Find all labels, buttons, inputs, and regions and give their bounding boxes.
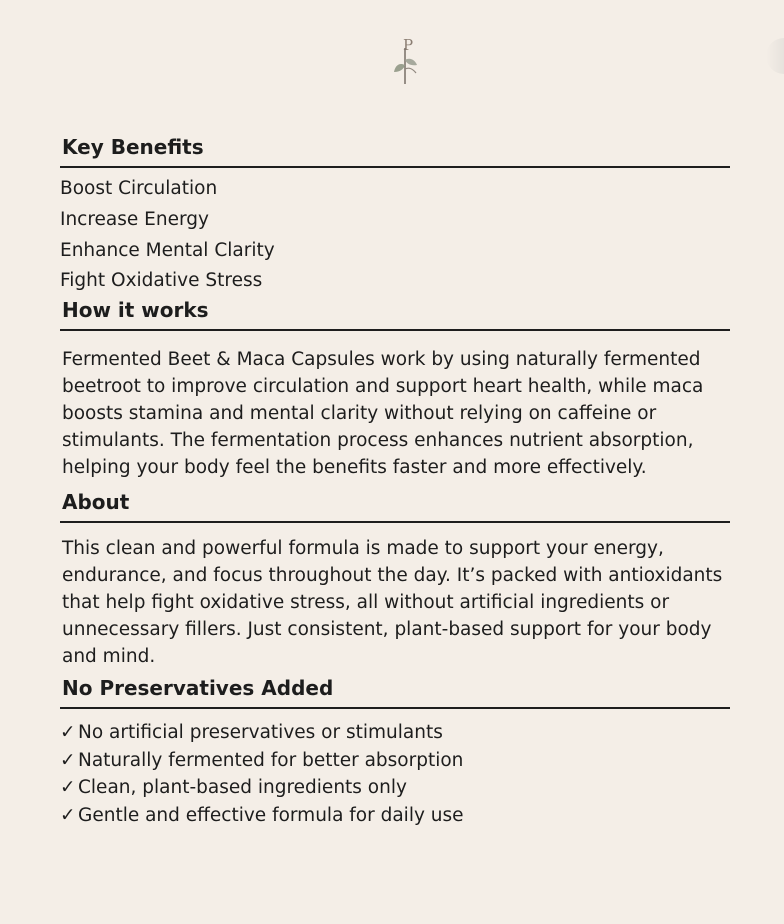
about-section bbox=[60, 489, 730, 523]
benefit-item: Enhance Mental Clarity bbox=[60, 239, 275, 261]
checkmark-icon: ✓ bbox=[60, 749, 76, 771]
no-preservatives-list bbox=[60, 719, 730, 829]
no-preservatives-list-container bbox=[60, 719, 730, 829]
key-benefits-divider bbox=[60, 166, 730, 168]
how-it-works-body bbox=[60, 346, 730, 481]
check-item-text: Clean, plant-based ingredients only bbox=[78, 777, 407, 798]
about-text: This clean and powerful formula is made to support your energy, endurance, and focus throughout the day. It’s packed with antioxidants that help fight oxidative stress, all without artificial ingredients or unnecessary fillers. Just consistent, plant-based support for your body and mind. bbox=[62, 538, 723, 667]
benefit-item: Fight Oxidative Stress bbox=[60, 270, 263, 292]
check-list-item bbox=[60, 802, 730, 830]
key-benefits-heading: Key Benefits bbox=[62, 135, 204, 159]
check-item-text: Naturally fermented for better absorption bbox=[78, 749, 464, 771]
key-benefits-list bbox=[60, 174, 275, 297]
benefit-item: Increase Energy bbox=[60, 208, 209, 230]
how-it-works-heading: How it works bbox=[62, 298, 209, 322]
sprout-logo-icon bbox=[386, 34, 424, 90]
how-it-works-text: Fermented Beet & Maca Capsules work by using naturally fermented beetroot to improve circulation and support heart health, while maca boosts stamina and mental clarity without relying on caffeine or stimulants. The fermentation process enhances nutrient absorption, helping your body feel the benefits faster and more effectively. bbox=[62, 349, 704, 478]
checkmark-icon: ✓ bbox=[60, 722, 76, 743]
check-item-text: No artificial preservatives or stimulants bbox=[78, 722, 443, 743]
about-divider bbox=[60, 521, 730, 523]
check-item-text: Gentle and effective formula for daily use bbox=[78, 804, 464, 826]
key-benefits-section bbox=[60, 134, 730, 168]
no-preservatives-divider bbox=[60, 707, 730, 709]
how-it-works-divider bbox=[60, 329, 730, 331]
svg-text:P: P bbox=[403, 36, 414, 54]
how-it-works-section bbox=[60, 297, 730, 331]
checkmark-icon: ✓ bbox=[60, 777, 76, 798]
check-list-item bbox=[60, 719, 730, 747]
about-body bbox=[60, 535, 730, 670]
edge-shadow bbox=[766, 38, 784, 74]
no-preservatives-section bbox=[60, 675, 730, 709]
about-heading: About bbox=[62, 490, 130, 514]
benefit-item: Boost Circulation bbox=[60, 178, 218, 199]
checkmark-icon: ✓ bbox=[60, 804, 76, 826]
check-list-item bbox=[60, 747, 730, 775]
no-preservatives-heading: No Preservatives Added bbox=[62, 676, 334, 700]
check-list-item bbox=[60, 774, 730, 802]
